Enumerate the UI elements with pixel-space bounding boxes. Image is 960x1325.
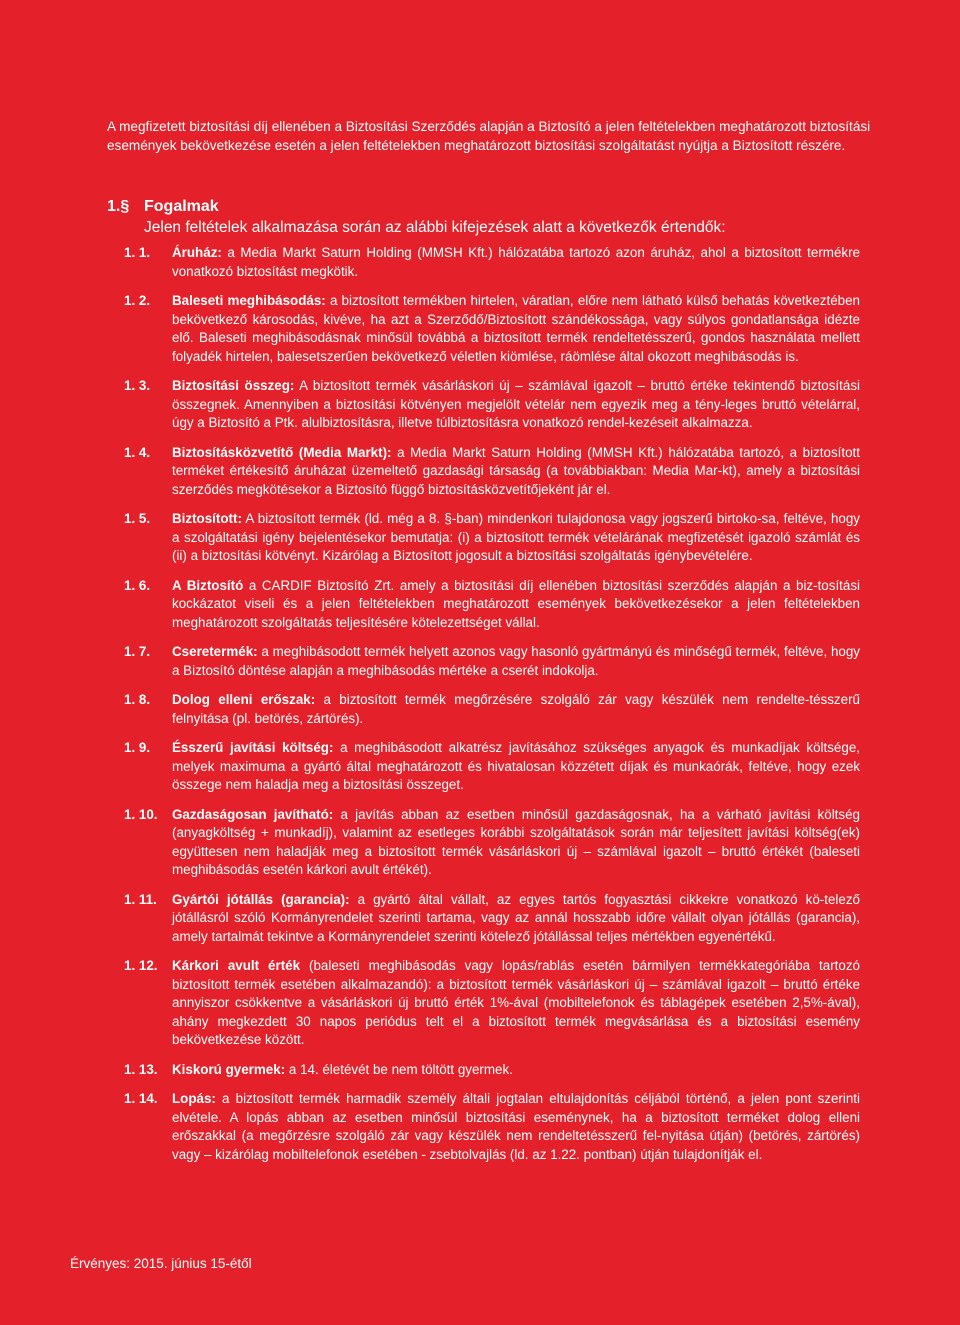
definition-number: [120, 377, 172, 433]
definition-term: Ésszerű javítási költség:: [172, 740, 334, 755]
definition-item: [120, 510, 860, 566]
definition-term: Biztosításközvetítő (Media Markt):: [172, 444, 392, 460]
definition-number: [120, 1061, 172, 1080]
definition-term: Dolog elleni erőszak:: [172, 692, 316, 707]
definition-text: a biztosított termék harmadik személy általi jogtalan eltulajdonítás céljából történő, a jelen pont szerinti elvétele. A lopás abban az esetben minősül biztosítási eseménynek, ha a biztosított terméket dolog elleni erőszakkal (a megőrzésre szolgáló zár vagy készülék nem rendeltetésszerű fel-nyitása útján) (betörés, zártörés) vagy – kizárólag mobiltelefonok esetében - zsebtolvajlás (ld. az 1.22. pontban) útján tulajdonítják el.: [172, 1091, 860, 1162]
definition-item: [120, 957, 860, 1050]
definition-body: [172, 891, 860, 947]
definition-text: a meghibásodott alkatrész javításához szükséges anyagok és munkadíjak költsége, melyek maximuma a gyártó által meghatározott és hivatalosan közzétett díjak és munkaórák, feltéve, hogy ezek összege nem haladja meg a biztosítási összeget.: [172, 740, 860, 792]
definition-text: a Media Markt Saturn Holding (MMSH Kft.) hálózatába tartozó azon áruház, ahol a biztosított termékre vonatkozó biztosítást megkötik.: [172, 245, 860, 279]
definition-term: Cseretermék:: [172, 644, 258, 659]
definition-term: Gyártói jótállás (garancia):: [172, 891, 350, 907]
definition-text: a meghibásodott termék helyett azonos vagy hasonló gyártmányú és minőségű termék, feltéve, hogy a Biztosító döntése alapján a meghibásodás mértéke a cserét indokolja.: [172, 644, 860, 678]
definitions-list: [120, 244, 860, 1175]
definition-number-text: 1. 7.: [124, 644, 151, 659]
definition-text: a Media Markt Saturn Holding (MMSH Kft.) hálózatába tartozó, a biztosított terméket értékesítő áruházat üzemeltető gazdasági társaság (a továbbiakban: Media Mar-kt), amely a biztosítási szerződés megkötésekor a Biztosító függő biztosításközvetítőjeként jár el.: [172, 444, 860, 497]
definition-number: [120, 577, 172, 633]
definition-body: [172, 739, 860, 795]
definition-number-text: 1. 3.: [124, 378, 151, 393]
definition-body: [172, 643, 860, 680]
definition-number-text: 1. 8.: [124, 692, 151, 707]
definition-item: [120, 1090, 860, 1164]
definition-number: [120, 1090, 172, 1164]
definition-term: Baleseti meghibásodás:: [172, 293, 326, 308]
definition-number-text: 1. 4.: [124, 444, 151, 460]
definition-body: [172, 806, 860, 880]
definition-text: A biztosított termék (ld. még a 8. §-ban) mindenkori tulajdonosa vagy jogszerű birtoko-sa, feltéve, hogy a szolgáltatási igény bejelentésekor bemutatja: (i) a biztosított termék vételárának megfizetését igazoló számlát és (ii) a biztosítási kötvényt. Kizárólag a Biztosított jogosult a biztosítási szolgáltatás igénybevételére.: [172, 511, 860, 563]
definition-item: [120, 691, 860, 728]
section-number: 1.§: [107, 198, 130, 215]
definition-number-text: 1. 14.: [124, 1091, 158, 1106]
definition-term: Kiskorú gyermek:: [172, 1061, 286, 1077]
definition-number-text: 1. 10.: [124, 806, 158, 822]
definition-text: a CARDIF Biztosító Zrt. amely a biztosítási díj ellenében biztosítási szerződés alapján a biz-tosítási kockázatot viseli és a jelen feltételekben meghatározott események bekövetkezésekor a jelen feltételekben meghatározott szolgáltatás teljesítésére kötelezettséget vállal.: [172, 577, 860, 630]
definition-number: [120, 891, 172, 947]
definition-number-text: 1. 9.: [124, 740, 151, 755]
definition-term: Biztosított:: [172, 511, 242, 526]
definition-term: Gazdaságosan javítható:: [172, 806, 334, 822]
definition-item: [120, 444, 860, 500]
definition-number: [120, 957, 172, 1050]
definition-number: [120, 510, 172, 566]
definition-number: [120, 292, 172, 366]
definition-number-text: 1. 13.: [124, 1061, 158, 1077]
section-title: Fogalmak: [144, 198, 219, 215]
definition-item: [120, 806, 860, 880]
definition-body: [172, 577, 860, 633]
definition-number: [120, 691, 172, 728]
definition-item: [120, 739, 860, 795]
definition-term: Kárkori avult érték: [172, 958, 301, 973]
definition-number: [120, 739, 172, 795]
definition-item: [120, 244, 860, 281]
definition-number-text: 1. 11.: [124, 891, 157, 907]
definition-text: A biztosított termék vásárláskori új – számlával igazolt – bruttó értéke tekintendő biztosítási összegnek. Amennyiben a biztosítási kötvényen megjelölt vételár nem egyezik meg a tény-leges bruttó vételárral, úgy a Biztosító a Ptk. alulbiztosításra, illetve túlbiztosításra vonatkozó rendel-kezéseit alkalmazza.: [172, 378, 860, 430]
section-heading: [107, 197, 907, 238]
definition-item: [120, 577, 860, 633]
definition-item: [120, 377, 860, 433]
definition-number: [120, 806, 172, 880]
definition-number: [120, 444, 172, 500]
definition-item: [120, 891, 860, 947]
section-subtitle: Jelen feltételek alkalmazása során az alábbi kifejezések alatt a következők értendők:: [144, 219, 726, 236]
definition-text: (baleseti meghibásodás vagy lopás/rablás esetén bármilyen termékkategóriába tartozó biztosított termék esetében alkalmazandó): a biztosított termék vásárláskori új – számlával igazolt – bruttó értéke annyiszor csökkentve a vásárláskori új bruttó érték 1%-ával (mobiltelefonok és táblagépek esetében 2,5%-ával), ahány megkezdett 30 napos periódus telt el a biztosított termék megvásárlása és a biztosítási esemény bekövetkezése között.: [172, 958, 860, 1047]
definition-body: [172, 691, 860, 728]
definition-body: [172, 1061, 860, 1080]
definition-term: Lopás:: [172, 1091, 216, 1106]
definition-body: [172, 377, 860, 433]
definition-text: a 14. életévét be nem töltött gyermek.: [285, 1061, 513, 1077]
definition-item: [120, 1061, 860, 1080]
validity-footer: Érvényes: 2015. június 15-étől: [70, 1256, 252, 1271]
definition-number-text: 1. 2.: [124, 293, 151, 308]
definition-term: A Biztosító: [172, 577, 244, 593]
definition-body: [172, 957, 860, 1050]
definition-text: a biztosított termék megőrzésére szolgáló zár vagy készülék nem rendelte-tésszerű felnyitása (pl. betörés, zártörés).: [172, 692, 860, 726]
definition-number: [120, 643, 172, 680]
definition-text: a biztosított termékben hirtelen, váratlan, előre nem látható külső behatás következtében bekövetkező károsodás, kivéve, ha azt a Szerződő/Biztosított szándékossága, vagy súlyos gondatlansága idézte elő. Baleseti meghibásodásnak minősül továbbá a biztosított termék rendeltetésszerű, gondos használata mellett folyadék hirtelen, balesetszerűen bekövetkező véletlen kiömlése, ráömlése által okozott meghibásodás is.: [172, 293, 860, 364]
definition-text: a gyártó által vállalt, az egyes tartós fogyasztási cikkekre vonatkozó kö-telező jótállásról szóló Kormányrendelet szerinti tartama, vagy az annál hosszabb időre vállalt olyan jótállás (garancia), amely tartalmát tekintve a Kormányrendelet szerinti kötelező jótállással teljes mértékben egyenértékű.: [172, 891, 860, 944]
definition-number: [120, 244, 172, 281]
definition-text: a javítás abban az esetben minősül gazdaságosnak, ha a várható javítási költség (anyagköltség + munkadíj), valamint az esetleges korábbi szolgáltatások során már teljesített javítási költség(ek) együttesen nem haladják meg a biztosított termék vásárláskori új – számlával igazolt – bruttó értékét (baleseti meghibásodás esetén kárkori avult értékét).: [172, 806, 860, 877]
definition-body: [172, 444, 860, 500]
definition-body: [172, 1090, 860, 1164]
definition-body: [172, 292, 860, 366]
intro-paragraph: A megfizetett biztosítási díj ellenében a Biztosítási Szerződés alapján a Biztosító a jelen feltételekben meghatározott biztosítási események bekövetkezése esetén a jelen feltételekben meghatározott biztosítási szolgáltatást nyújtja a Biztosított részére.: [107, 119, 871, 153]
definition-item: [120, 643, 860, 680]
definition-term: Áruház:: [172, 245, 222, 260]
definition-number-text: 1. 1.: [124, 245, 151, 260]
definition-body: [172, 244, 860, 281]
definition-item: [120, 292, 860, 366]
definition-body: [172, 510, 860, 566]
definition-number-text: 1. 5.: [124, 511, 151, 526]
definition-number-text: 1. 12.: [124, 958, 158, 973]
definition-number-text: 1. 6.: [124, 577, 151, 593]
definition-term: Biztosítási összeg:: [172, 378, 295, 393]
